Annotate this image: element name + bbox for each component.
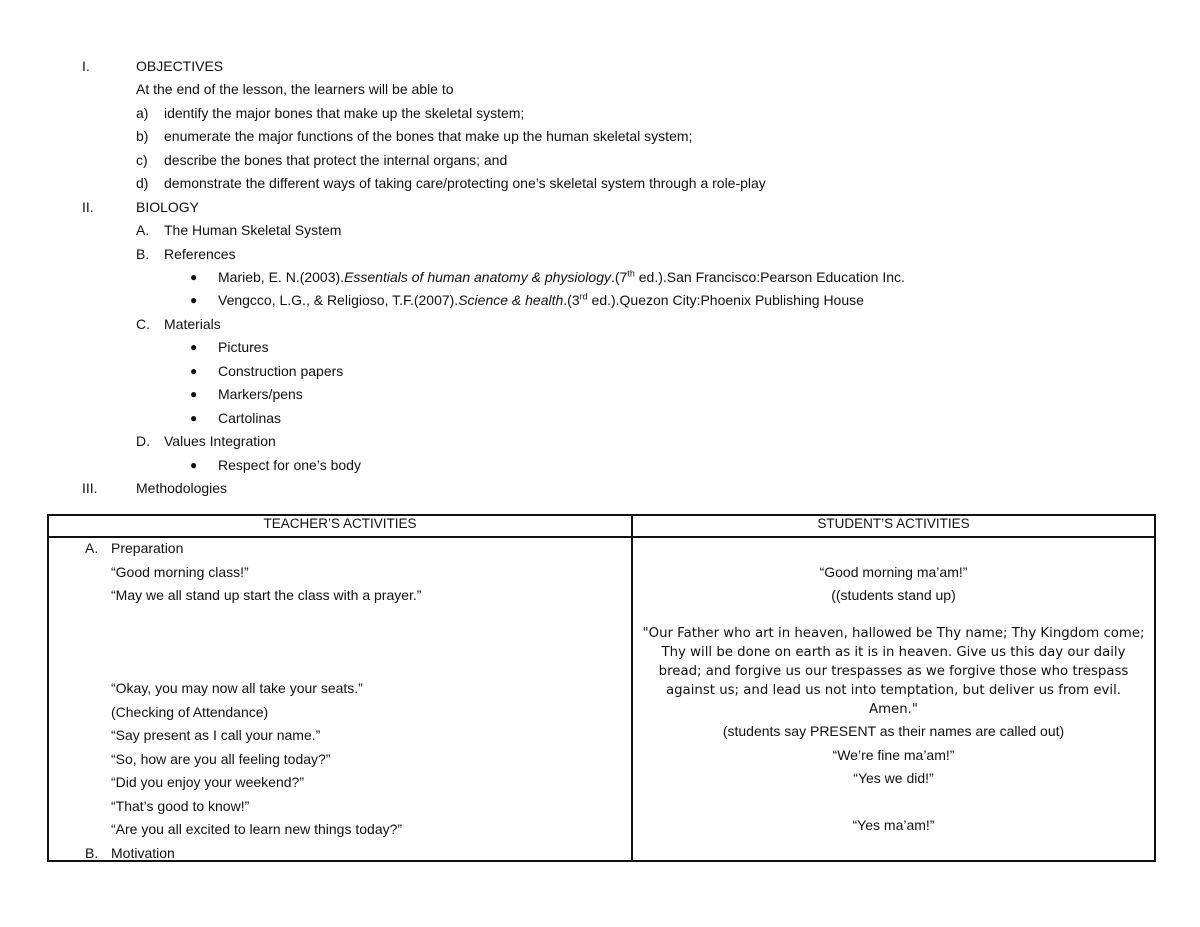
teacher-line: “Say present as I call your name.”	[111, 727, 321, 743]
reference-edition-suffix: th	[627, 268, 635, 279]
bullet-icon: ●	[190, 364, 198, 378]
teacher-line: “Okay, you may now all take your seats.”	[111, 680, 363, 696]
bullet-icon: ●	[190, 458, 198, 472]
bullet-icon: ●	[190, 340, 198, 354]
methodologies-title: Methodologies	[136, 480, 228, 496]
student-feeling: “We’re fine ma’am!”	[832, 747, 955, 763]
references-marker: B.	[136, 246, 150, 262]
methodologies-numeral: III.	[82, 480, 98, 496]
reference-publisher: ed.).San Francisco:Pearson Education Inc.	[634, 269, 905, 285]
objective-text-d: demonstrate the different ways of taking care/protecting one’s skeletal system through a role-play	[164, 175, 766, 191]
objective-text-b: enumerate the major functions of the bones that make up the human skeletal system;	[164, 128, 693, 144]
reference-author: Vengcco, L.G., & Religioso, T.F.(2007).	[218, 292, 459, 308]
student-attendance: (students say PRESENT as their names are called out)	[722, 723, 1065, 739]
objectives-title: OBJECTIVES	[136, 58, 224, 74]
teacher-line: “Did you enjoy your weekend?”	[111, 774, 304, 790]
student-excited: “Yes ma’am!”	[852, 817, 935, 833]
material-item: Cartolinas	[218, 410, 282, 426]
bullet-icon: ●	[190, 411, 198, 425]
motivation-title: Motivation	[111, 845, 175, 861]
bullet-icon: ●	[190, 387, 198, 401]
reference-item	[218, 268, 905, 286]
methodology-table	[47, 514, 1156, 862]
reference-edition-suffix: rd	[579, 291, 588, 302]
student-weekend: “Yes we did!”	[853, 770, 934, 786]
material-item: Pictures	[218, 339, 269, 355]
reference-book-title: Essentials of human anatomy & physiology	[344, 269, 611, 285]
objectives-numeral: I.	[82, 58, 90, 74]
student-prayer: "Our Father who art in heaven, hallowed be Thy name; Thy Kingdom come; Thy will be done on earth as it is in heaven. Give us this day our daily bread; and forgive us our trespasses as we forgive those who trespass against us; and lead us not into temptation, but deliver us from evil. Amen."	[642, 626, 1145, 717]
teacher-line: “That’s good to know!”	[111, 798, 250, 814]
preparation-title: Preparation	[111, 540, 184, 556]
motivation-marker: B.	[85, 845, 99, 861]
values-marker: D.	[136, 433, 150, 449]
references-title: References	[164, 246, 236, 262]
objective-marker-c: c)	[136, 152, 148, 168]
material-item: Markers/pens	[218, 386, 303, 402]
reference-publisher: ed.).Quezon City:Phoenix Publishing House	[587, 292, 864, 308]
objectives-intro: At the end of the lesson, the learners will be able to	[136, 81, 454, 97]
reference-item	[218, 291, 864, 309]
topic-marker: A.	[136, 222, 150, 238]
materials-title: Materials	[164, 316, 221, 332]
student-activities-header: STUDENT’S ACTIVITIES	[632, 515, 1155, 537]
values-title: Values Integration	[164, 433, 276, 449]
objective-marker-b: b)	[136, 128, 149, 144]
teacher-line: “So, how are you all feeling today?”	[111, 751, 331, 767]
reference-book-title: Science & health	[458, 292, 564, 308]
teacher-activities-cell	[48, 537, 632, 861]
reference-edition: .(3	[563, 292, 580, 308]
teacher-line: (Checking of Attendance)	[111, 704, 269, 720]
student-stand: ((students stand up)	[831, 587, 956, 603]
materials-marker: C.	[136, 316, 150, 332]
teacher-line: “May we all stand up start the class with a prayer.”	[111, 587, 422, 603]
biology-title: BIOLOGY	[136, 199, 200, 215]
reference-edition: .(7	[611, 269, 628, 285]
preparation-marker: A.	[85, 540, 99, 556]
student-activities-cell	[632, 537, 1155, 861]
bullet-icon: ●	[190, 270, 198, 284]
bullet-icon: ●	[190, 293, 198, 307]
teacher-line: “Are you all excited to learn new things today?”	[111, 821, 403, 837]
material-item: Construction papers	[218, 363, 344, 379]
student-greeting: “Good morning ma’am!”	[819, 564, 968, 580]
topic-text: The Human Skeletal System	[164, 222, 342, 238]
objective-text-c: describe the bones that protect the internal organs; and	[164, 152, 508, 168]
objective-marker-d: d)	[136, 175, 149, 191]
objective-text-a: identify the major bones that make up the skeletal system;	[164, 105, 525, 121]
values-item: Respect for one’s body	[218, 457, 361, 473]
teacher-line: “Good morning class!”	[111, 564, 249, 580]
reference-author: Marieb, E. N.(2003).	[218, 269, 345, 285]
teacher-activities-header: TEACHER’S ACTIVITIES	[48, 515, 632, 537]
biology-numeral: II.	[82, 199, 94, 215]
objective-marker-a: a)	[136, 105, 149, 121]
